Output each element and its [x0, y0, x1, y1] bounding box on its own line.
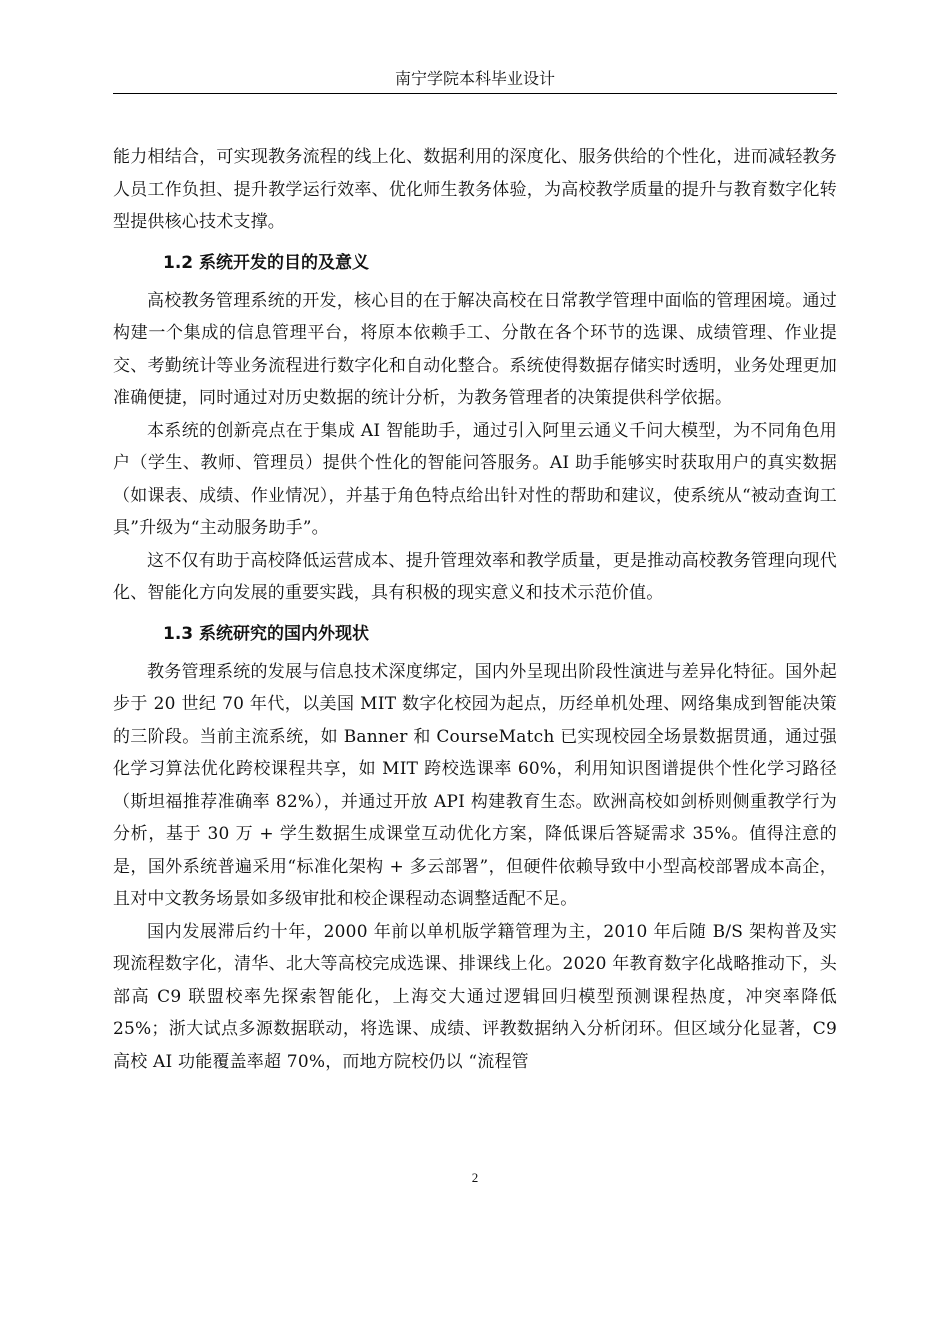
paragraph-purpose: 高校教务管理系统的开发，核心目的在于解决高校在日常教学管理中面临的管理困境。通过构建一个集成的信息管理平台，将原本依赖手工、分散在各个环节的选课、成绩管理、作业提交、考勤统计等业务流程进行数字化和自动化整合。系统使得数据存储实时透明，业务处理更加准确便捷，同时通过对历史数据的统计分析，为教务管理者的决策提供科学依据。 — [113, 290, 837, 408]
paragraph-significance: 这不仅有助于高校降低运营成本、提升管理效率和教学质量，更是推动高校教务管理向现代化、智能化方向发展的重要实践，具有积极的现实意义和技术示范价值。 — [113, 550, 837, 603]
paragraph-innovation: 本系统的创新亮点在于集成 AI 智能助手，通过引入阿里云通义千问大模型，为不同角色用户（学生、教师、管理员）提供个性化的智能问答服务。AI 助手能够实时获取用户的真实数据（如课表、成绩、作业情况），并基于角色特点给出针对性的帮助和建议，使系统从“被动查询工具”升级为“主动服务助手”。 — [113, 420, 837, 538]
paragraph-foreign-status: 教务管理系统的发展与信息技术深度绑定，国内外呈现出阶段性演进与差异化特征。国外起步于 20 世纪 70 年代，以美国 MIT 数字化校园为起点，历经单机处理、网络集成到智能决策的三阶段。当前主流系统，如 Banner 和 CourseMatch 已实现校园全场景数据贯通，通过强化学习算法优化跨校课程共享，如 MIT 跨校选课率 60%，利用知识图谱提供个性化学习路径（斯坦福推荐准确率 82%），并通过开放 API 构建教育生态。欧洲高校如剑桥则侧重教学行为分析，基于 30 万 + 学生数据生成课堂互动优化方案，降低课后答疑需求 35%。值得注意的是，国外系统普遍采用“标准化架构 + 多云部署”，但硬件依赖导致中小型高校部署成本高企，且对中文教务场景如多级审批和校企课程动态调整适配不足。 — [113, 661, 837, 909]
page-body — [113, 141, 837, 1078]
paragraph-domestic-status: 国内发展滞后约十年，2000 年前以单机版学籍管理为主，2010 年后随 B/S 架构普及实现流程数字化，清华、北大等高校完成选课、排课线上化。2020 年教育数字化战略推动下，头部高 C9 联盟校率先探索智能化，上海交大通过逻辑回归模型预测课程热度，冲突率降低 25%；浙大试点多源数据联动，将选课、成绩、评教数据纳入分析闭环。但区域分化显著，C9 高校 AI 功能覆盖率超 70%，而地方院校仍以 “流程管 — [113, 921, 837, 1072]
section-heading-1-2: 1.2 系统开发的目的及意义 — [163, 252, 370, 273]
page-number: 2 — [471, 1170, 479, 1185]
page-header: 南宁学院本科毕业设计 — [113, 67, 837, 94]
paragraph-continuation: 能力相结合，可实现教务流程的线上化、数据利用的深度化、服务供给的个性化，进而减轻教务人员工作负担、提升教学运行效率、优化师生教务体验，为高校教学质量的提升与教育数字化转型提供核心技术支撑。 — [113, 147, 837, 232]
section-heading-1-3: 1.3 系统研究的国内外现状 — [163, 623, 370, 644]
